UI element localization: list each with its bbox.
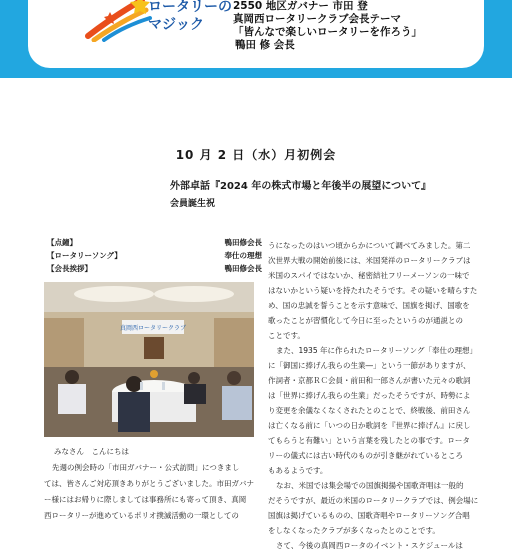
photo-banner: 真岡西ロータリークラブ [119,325,187,332]
article-line: 作詞者・京都ＲＣ会員・前田和一郎さんが書いた元々の歌詞 [268,376,471,385]
article-line: をしなくなったクラブが多くなったとのことです。 [268,526,440,535]
greeting-text [44,444,256,524]
article-line: り変更を余儀なくなくされたとのことで、終戦後、前田さん [268,406,471,415]
article-line: に「御国に捧げん我らの生業―」という一節がありますが、 [268,361,471,370]
greeting-line: ー様にはお帰りに際しましては事務所にも寄って頂き、真岡 [44,495,247,504]
program-row [47,262,262,275]
article-line: はないかという疑いを持たれたそうです。その疑いを晴らすた [268,286,478,295]
greeting-line: 西ロータリーが進めているポリオ撲滅活動の一環としての [44,511,239,520]
president-line: 鴨田 修 会長 [235,39,295,51]
meeting-title: 10 月 2 日（水）月初例会 [175,148,337,162]
article-line: リーの儀式には古い時代のものが引き継がれているところ [268,451,463,460]
program-row [47,236,262,249]
program-label: 【点鐘】 [47,238,77,247]
program-value: 鴨田修会長 [224,264,262,273]
program-row [47,249,262,262]
program-value: 鴨田修会長 [224,238,262,247]
greeting-line: 先週の例会時の「市田ガバナー・公式訪問」につきまし [52,463,240,472]
article-line: 米国のスパイではないか、秘密結社フリーメーソンの一味で [268,271,470,280]
greeting-line: みなさん こんにちは [54,447,129,456]
article-line: 次世界大戦の開始前後には、米国発祥のロータリークラブは [268,256,471,265]
program-label: 【会長挨拶】 [47,264,92,273]
article-line: 国旗は掲げているものの、国歌斉唱やロータリーソング合唱 [268,511,470,520]
theme-quote: 「皆んなで楽しいロータリーを作ろう」 [233,26,422,38]
member-birthday-label: 会員誕生祝 [170,199,216,209]
program-list [47,236,262,275]
meeting-photo-illustration [44,282,254,437]
article-line: ことです。 [268,331,305,340]
article-line: なお、米国では集会場での国旗掲揚や国歌斉唱は一般的 [276,481,464,490]
article-line: もあるようです。 [268,466,328,475]
article-line: さて、今後の真岡西ロータのイベント・スケジュールは [276,541,463,550]
program-label: 【ロータリーソング】 [47,251,122,260]
program-value: 奉仕の理想 [224,251,262,260]
meeting-photo [44,282,254,437]
article-line: だそうですが、最近の米国のロータリークラブでは、例会場に [268,496,479,505]
article-line: てもらうと有難い」という言葉を残したとの事です。ロータ [268,436,470,445]
guest-talk-title: 外部卓話『2024 年の株式市場と年後半の展望について』 [170,181,432,192]
greeting-line: ては、皆さんご対応頂きありがとうございました。市田ガバナ [44,479,254,488]
logo-title: ロータリーの [148,0,232,15]
governor-line: 2550 地区ガバナー 市田 登 [233,0,368,12]
article-line: め、国の忠誠を誓うことを示す意味で、国旗を掲げ、国歌を [268,301,470,310]
article-text [268,238,486,553]
article-line: 歌ったことが習慣化して今日に至ったというのが通説との [268,316,463,325]
header-card [28,0,484,68]
logo-subtitle: マジック [148,17,204,33]
article-line: は「世界に捧げん我らの生業」だったそうですが、時勢によ [268,391,471,400]
president-theme-line: 真岡西ロータリークラブ会長テーマ [233,13,401,25]
article-line: うになったのはいつ頃からかについて調べてみました。第二 [268,241,471,250]
article-line: また、1935 年に作られたロータリーソング「奉仕の理想」 [276,346,478,355]
governor-block [233,0,422,52]
article-line: は亡くなる前に「いつの日か歌詞を『世界に捧げん』に戻し [268,421,471,430]
